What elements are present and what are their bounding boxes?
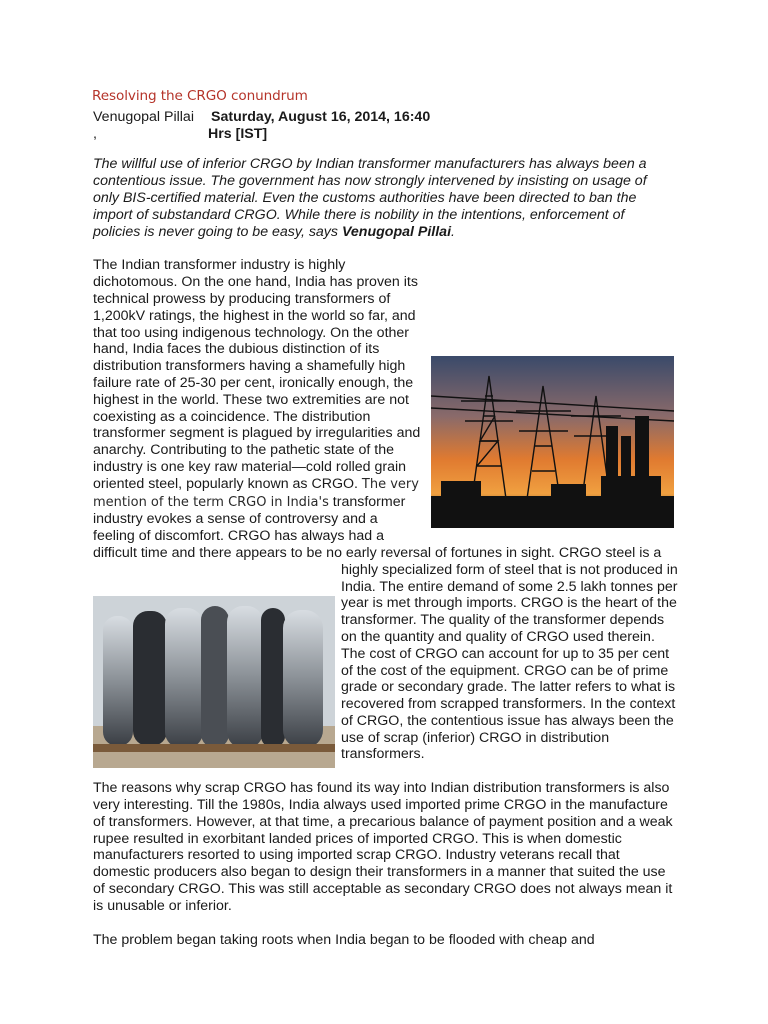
byline-author	[93, 109, 211, 143]
intro-paragraph	[93, 156, 653, 240]
paragraph-2: The reasons why scrap CRGO has found its way into Indian distribution transformers is also very interesting. Till the 1980s, India always used imported prime CRGO in the manufacture of transformers. However, at that time, a precarious balance of payment position and a weak rupee resulted in exorbitant landed prices of imported CRGO. This is when domestic manufacturers resorted to using imported scrap CRGO. Industry veterans recall that domestic producers also began to design their transformers in a manner that suited the use of secondary CRGO. This was still acceptable as secondary CRGO does not always mean it is unusable or inferior.	[93, 780, 673, 914]
paragraph-gap	[93, 915, 678, 932]
para1-a: The Indian transformer industry is highly dichotomous. On the one hand, India has proven its technical prowess by producing transformers of 1,200kV ratings, the highest in the world so far, and that too using indigenous technology. On the other hand, India faces the dubious distinction of its distribution transformers having a shamefully high failure rate of 25-30 per cent, ironically enough, the highest in the world. These two extremities are not coexisting as a coincidence. The distribution transformer segment is plagued by irregularities and anarchy. Contributing to the pathetic state of the industry is one key raw material—cold rolled grain oriented steel, popularly known as CRGO.	[93, 257, 421, 492]
article-title: Resolving the CRGO conundrum	[92, 88, 308, 104]
author-name: Venugopal Pillai	[93, 108, 194, 125]
article	[93, 88, 678, 948]
byline-date	[208, 108, 471, 143]
date-line-2: Hrs [IST]	[208, 125, 268, 142]
date-line-1: Saturday, August 16, 2014, 16:40	[211, 108, 431, 125]
crgo-steel-coils-illustration	[93, 596, 335, 768]
author-comma: ,	[93, 125, 97, 142]
paragraph-3: The problem began taking roots when India began to be flooded with cheap and	[93, 931, 595, 948]
intro-author: Venugopal Pillai	[341, 223, 452, 240]
para1-c: transformer industry evokes a sense of controversy and a feeling of discomfort. CRGO has always had a difficult time and there appears to be no early reversal of fortunes in sight. CRGO steel is a highly specialized form of steel that is not produced in India. The entire demand of some 2.5 lakh tonnes per year is met through imports. CRGO is the heart of the transformer. The quality of the transformer depends on the quantity and quality of CRGO used therein. The cost of CRGO can account for up to 35 per cent of the cost of the equipment. CRGO can be of prime grade or secondary grade. The latter refers to what is recovered from scrapped transformers. In the context of CRGO, the contentious issue has always been the use of scrap (inferior) CRGO in distribution transformers.	[93, 493, 678, 763]
steel-coils-image	[93, 596, 335, 768]
power-towers-sunset-illustration	[431, 356, 674, 528]
byline	[93, 109, 678, 143]
intro-end: .	[451, 223, 455, 240]
power-transmission-image	[431, 356, 674, 528]
intro-text: The willful use of inferior CRGO by Indian transformer manufacturers has always been a contentious issue. The government has now strongly intervened by insisting on usage of only BIS-certified material. Even the customs authorities have been directed to ban the import of substandard CRGO. While there is nobility in the intentions, enforcement of policies is never going to be easy, says	[93, 156, 647, 240]
para1-b: The very mention of the term CRGO in India's	[93, 476, 419, 510]
